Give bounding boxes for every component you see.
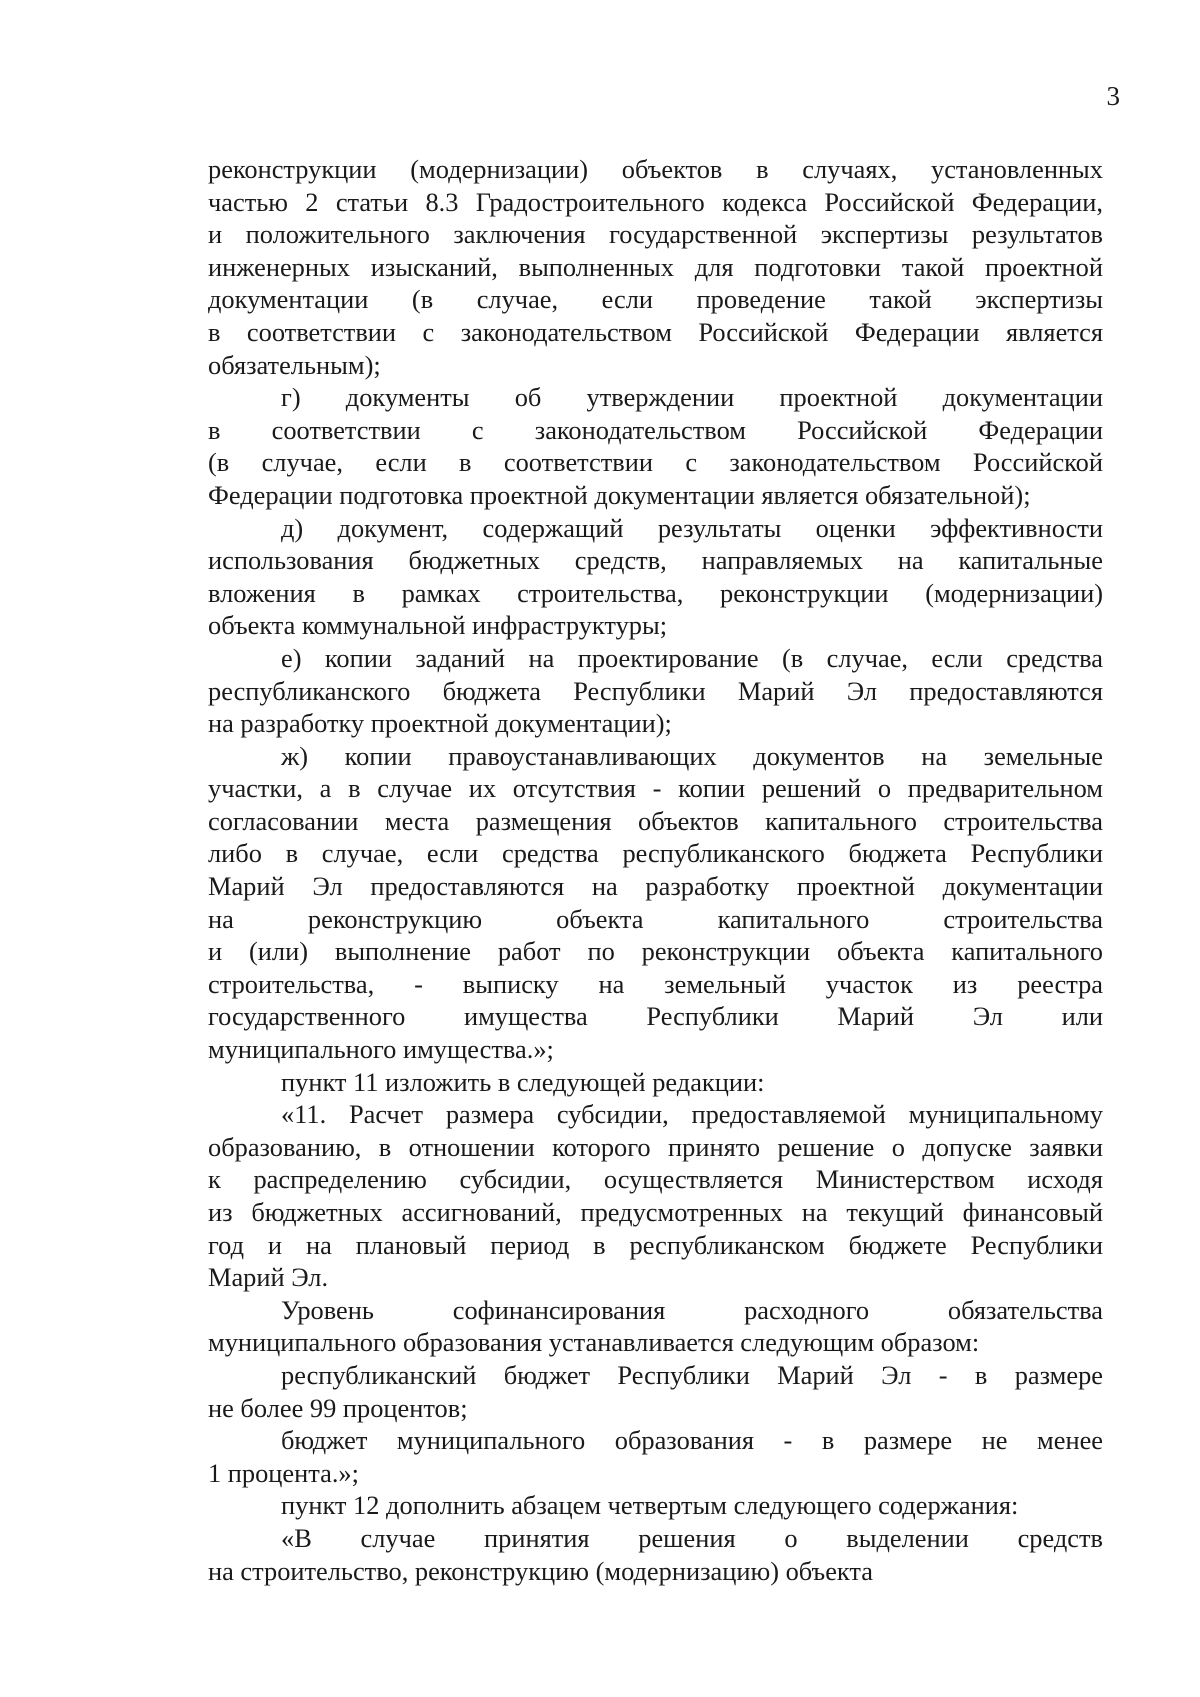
paragraph-mun-line: бюджет муниципального образования - в размере не менее	[281, 1425, 1103, 1456]
paragraph-level-line: муниципального образования устанавливается следующим образом:	[208, 1327, 980, 1358]
paragraph-e-line: е) копии заданий на проектирование (в случае, если средства	[281, 642, 1103, 673]
paragraph-cont-line: реконструкции (модернизации) объектов в случаях, установленных	[208, 154, 1103, 184]
paragraph-g-line: г) документы об утверждении проектной документации	[281, 382, 1103, 413]
paragraph-cont-line: обязательным);	[208, 349, 381, 380]
paragraph-level-line: Уровень софинансирования расходного обязательства	[281, 1294, 1103, 1325]
paragraph-zh-line: государственного имущества Республики Марий Эл или	[208, 1001, 1103, 1032]
paragraph-rep-line: республиканский бюджет Республики Марий Эл - в размере	[281, 1359, 1103, 1390]
paragraph-p11text-line: из бюджетных ассигнований, предусмотренных на текущий финансовый	[208, 1197, 1103, 1227]
paragraph-cont-line: в соответствии с законодательством Российской Федерации является	[208, 316, 1103, 347]
paragraph-zh-line: согласовании места размещения объектов капитального строительства	[208, 805, 1103, 836]
paragraph-p12text-line: «В случае принятия решения о выделении средств	[281, 1522, 1103, 1553]
paragraph-cont-line: и положительного заключения государственной экспертизы результатов	[208, 219, 1103, 250]
paragraph-zh-line: участки, а в случае их отсутствия - копии решений о предварительном	[208, 773, 1103, 804]
paragraph-d-line: д) документ, содержащий результаты оценки эффективности	[281, 512, 1103, 543]
paragraph-p11text-line: год и на плановый период в республиканском бюджете Республики	[208, 1229, 1103, 1260]
paragraph-zh-line: Марий Эл предоставляются на разработку проектной документации	[208, 871, 1103, 902]
paragraph-g-line: (в случае, если в соответствии с законодательством Российской	[208, 447, 1103, 478]
paragraph-zh-line: строительства, - выписку на земельный участок из реестра	[208, 968, 1103, 999]
paragraph-e-line: республиканского бюджета Республики Марий Эл предоставляются	[208, 675, 1103, 706]
paragraph-d-line: вложения в рамках строительства, реконструкции (модернизации)	[208, 577, 1103, 608]
paragraph-zh-line: ж) копии правоустанавливающих документов на земельные	[281, 740, 1103, 771]
paragraph-p12text-line: на строительство, реконструкцию (модернизацию) объекта	[208, 1555, 873, 1586]
paragraph-zh-line: и (или) выполнение работ по реконструкции объекта капитального	[208, 936, 1103, 967]
paragraph-d-line: использования бюджетных средств, направляемых на капитальные	[208, 545, 1103, 576]
paragraph-rep-line: не более 99 процентов;	[208, 1392, 468, 1423]
paragraph-cont-line: инженерных изысканий, выполненных для подготовки такой проектной	[208, 251, 1103, 282]
paragraph-zh-line: муниципального имущества.»;	[208, 1034, 554, 1065]
paragraph-p11-line: пункт 11 изложить в следующей редакции:	[281, 1066, 765, 1097]
paragraph-p11text-line: Марий Эл.	[208, 1262, 329, 1293]
paragraph-d-line: объекта коммунальной инфраструктуры;	[208, 610, 668, 641]
paragraph-p11text-line: образованию, в отношении которого принято решение о допуске заявки	[208, 1131, 1103, 1162]
page-number: 3	[1106, 81, 1120, 111]
paragraph-zh-line: на реконструкцию объекта капитального строительства	[208, 903, 1103, 934]
paragraph-e-line: на разработку проектной документации);	[208, 708, 672, 739]
paragraph-p12-line: пункт 12 дополнить абзацем четвертым следующего содержания:	[281, 1490, 1019, 1521]
paragraph-cont-line: частью 2 статьи 8.3 Градостроительного кодекса Российской Федерации,	[208, 186, 1103, 217]
paragraph-g-line: Федерации подготовка проектной документации является обязательной);	[208, 479, 1031, 510]
paragraph-p11text-line: «11. Расчет размера субсидии, предоставляемой муниципальному	[281, 1099, 1103, 1130]
paragraph-mun-line: 1 процента.»;	[208, 1457, 359, 1488]
paragraph-zh-line: либо в случае, если средства республиканского бюджета Республики	[208, 838, 1103, 869]
document-body	[208, 153, 1103, 1587]
paragraph-g-line: в соответствии с законодательством Российской Федерации	[208, 414, 1103, 445]
paragraph-p11text-line: к распределению субсидии, осуществляется Министерством исходя	[208, 1164, 1103, 1195]
paragraph-cont-line: документации (в случае, если проведение такой экспертизы	[208, 284, 1103, 315]
